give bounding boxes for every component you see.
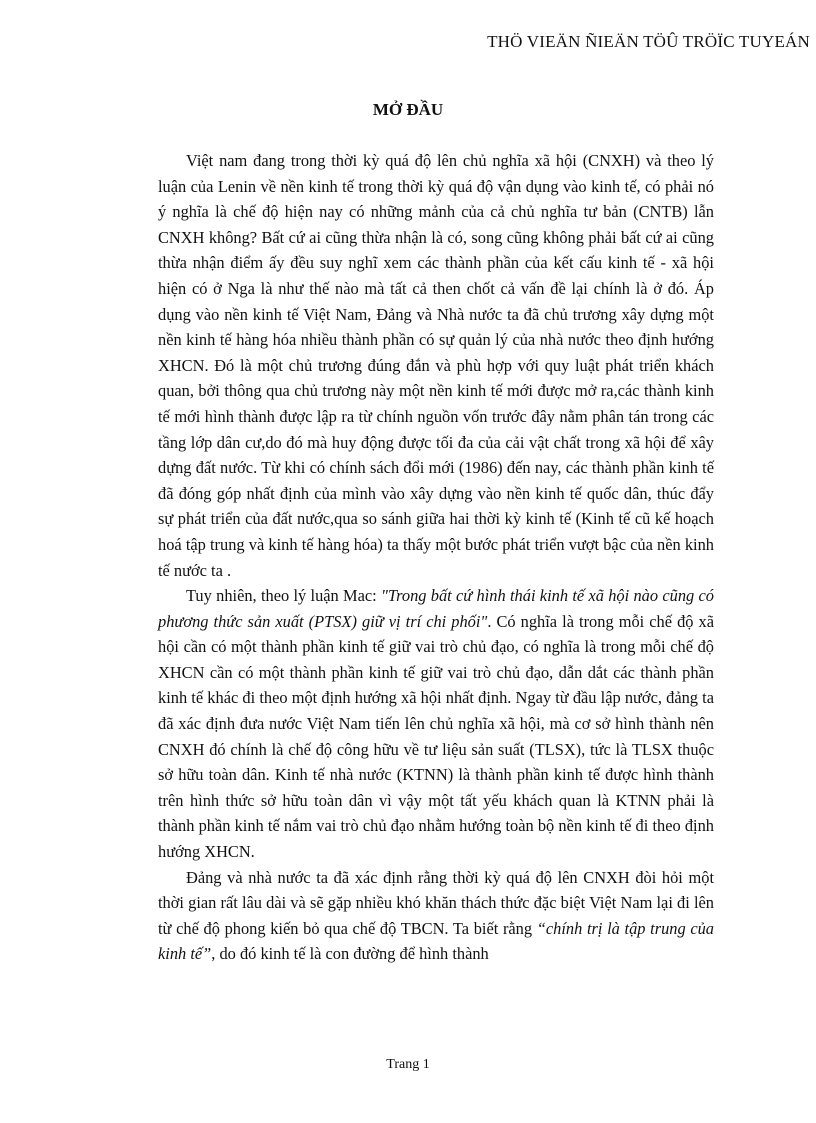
document-body	[158, 148, 714, 967]
italic-quote: “chính trị là tập trung của kinh tế”	[158, 918, 714, 964]
page-number: Trang 1	[386, 1057, 430, 1072]
page-title: MỞ ĐẦU	[372, 100, 444, 119]
text-run: , do đó kinh tế là con đường để hình thành	[211, 944, 489, 964]
paragraph	[158, 148, 714, 583]
text-run: Việt nam đang trong thời kỳ quá độ lên chủ nghĩa xã hội (CNXH) và theo lý luận của Lenin về nền kinh tế trong thời kỳ quá độ vận dụng vào kinh tế, có phải nó ý nghĩa là chế độ hiện nay có những mảnh của cả chủ nghĩa tư bản (CNTB) lẫn CNXH không? Bất cứ ai cũng thừa nhận là có, song cũng không phải bất cứ ai cũng thừa nhận điểm ấy đều suy nghĩ xem các thành phần của kết cấu kinh tế - xã hội hiện có ở Nga là như thế nào mà tất cả then chốt cả vấn đề lại chính là ở đó. Áp dụng vào nền kinh tế Việt Nam, Đảng và Nhà nước ta đã chủ trương xây dựng một nền kinh tế hàng hóa nhiều thành phần có sự quản lý của nhà nước theo định hướng XHCN. Đó là một chủ trương đúng đắn và phù hợp với quy luật phát triển khách quan, bởi thông qua chủ trương này một nền kinh tế mới được mở ra,các thành kinh tế mới hình thành được lập ra từ chính nguồn vốn trước đây nằm phân tán trong các tầng lớp dân cư,do đó mà huy động được tối đa của cải vật chất trong xã hội để xây dựng đất nước. Từ khi có chính sách đổi mới (1986) đến nay, các thành phần kinh tế đã đóng góp nhất định của mình vào xây dựng vào nền kinh tế quốc dân, thúc đẩy sự phát triển của đất nước,qua so sánh giữa hai thời kỳ kinh tế (Kinh tế cũ kế hoạch hoá tập trung và kinh tế hàng hóa) ta thấy một bước phát triển vượt bậc của nền kinh tế nước ta .	[158, 151, 714, 580]
text-run: Tuy nhiên, theo lý luận Mac:	[186, 586, 382, 606]
page-header: THÖ VIEÄN ÑIEÄN TÖÛ TRÖÏC TUYEÁN	[487, 32, 810, 51]
italic-quote: "Trong bất cứ hình thái kinh tế xã hội nào cũng có phương thức sản xuất (PTSX) giữ vị trí chi phối"	[158, 586, 714, 631]
text-run: . Có nghĩa là trong mỗi chế độ xã hội cần có một thành phần kinh tế giữ vai trò chủ đạo, có nghĩa là trong mỗi chế độ XHCN cần có một thành phần kinh tế giữ vai trò chủ đạo, dẫn dắt các thành phần kinh tế khác đi theo một định hướng xã hội nhất định. Ngay từ đầu lập nước, đảng ta đã xác định đưa nước Việt Nam tiến lên chủ nghĩa xã hội, mà cơ sở hình thành nên CNXH đó chính là chế độ công hữu về tư liệu sản suất (TLSX), tức là TLSX thuộc sở hữu toàn dân. Kinh tế nhà nước (KTNN) là thành phần kinh tế được hình thành trên hình thức sở hữu toàn dân vì vậy một tất yếu khách quan là KTNN phải là thành phần kinh tế nắm vai trò chủ đạo nhằm hướng toàn bộ nền kinh tế đi theo định hướng XHCN.	[158, 611, 715, 862]
paragraph	[158, 583, 714, 865]
paragraph	[158, 865, 714, 967]
text-run: Đảng và nhà nước ta đã xác định rằng thời kỳ quá độ lên CNXH đòi hỏi một thời gian rất lâu dài và sẽ gặp nhiều khó khăn thách thức đặc biệt Việt Nam lại đi lên từ chế độ phong kiến bỏ qua chế độ TBCN. Ta biết rằng	[158, 867, 714, 938]
